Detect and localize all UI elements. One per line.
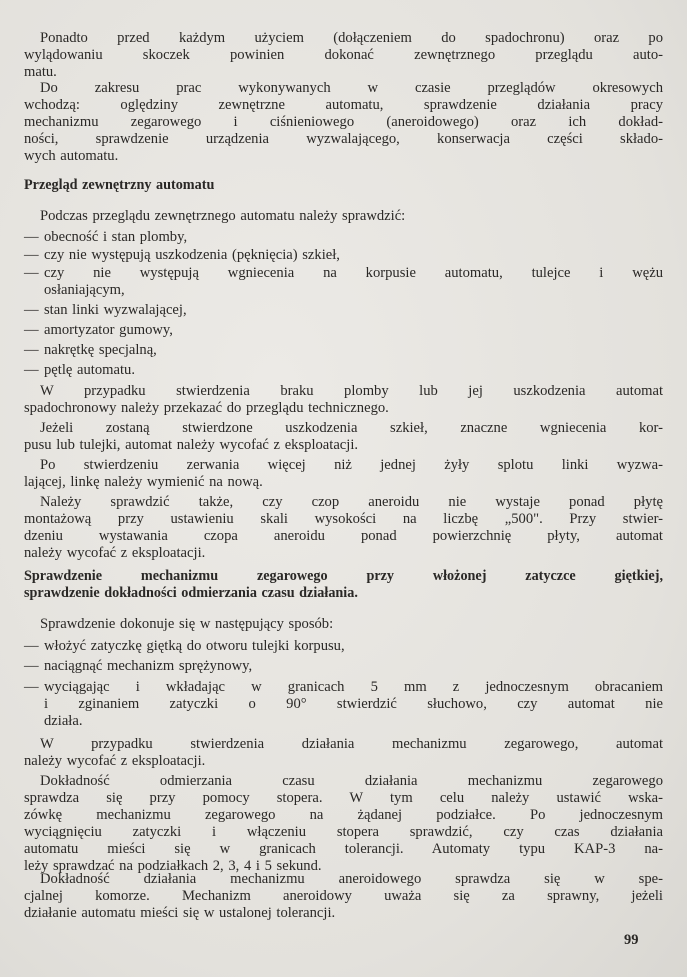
text-line: montażową przy ustawieniu skali wysokości na liczbę „500". Przy stwier- <box>24 511 663 527</box>
text-line: ności, sprawdzenie urządzenia wyzwalającego, konserwacja części składo- <box>24 131 663 147</box>
text-line: Podczas przeglądu zewnętrznego automatu należy sprawdzić: <box>40 208 406 224</box>
text-line: należy wycofać z eksploatacji. <box>24 753 206 769</box>
text-line: Dokładność odmierzania czasu działania mechanizmu zegarowego <box>40 773 663 789</box>
bullet-dash: — <box>24 229 39 245</box>
list-item <box>24 362 663 379</box>
text-line: lającej, linkę należy wymienić na nową. <box>24 474 263 490</box>
list-item <box>24 658 663 675</box>
text-line: Ponadto przed każdym użyciem (dołączeniem do spadochronu) oraz po <box>40 30 663 46</box>
text-line: spadochronowy należy przekazać do przeglądu technicznego. <box>24 400 389 416</box>
text-line: Jeżeli zostaną stwierdzone uszkodzenia szkieł, znaczne wgniecenia kor- <box>40 420 663 436</box>
text-line: Sprawdzenie dokonuje się w następujący sposób: <box>40 616 334 632</box>
paragraph <box>24 871 663 922</box>
text-line: dzeniu wystawania czopa aneroidu ponad powierzchnię płyty, automat <box>24 528 663 544</box>
list-item <box>24 679 663 730</box>
text-line: sprawdzenie dokładności odmierzania czasu działania. <box>24 585 358 601</box>
text-line: zówkę mechanizmu zegarowego na żądanej podziałce. Po jednoczesnym <box>24 807 663 823</box>
text-line: W przypadku stwierdzenia działania mechanizmu zegarowego, automat <box>40 736 663 752</box>
bullet-dash: — <box>24 638 39 654</box>
text-line: sprawdza się przy pomocy stopera. W tym celu należy ustawić wska- <box>24 790 663 806</box>
paragraph <box>24 494 663 562</box>
paragraph <box>24 773 663 875</box>
paragraph <box>24 30 663 81</box>
paragraph <box>24 616 663 633</box>
list-item <box>24 265 663 299</box>
text-line: stan linki wyzwalającej, <box>44 302 187 318</box>
text-line: leży sprawdzać na podziałkach 2, 3, 4 i 5 sekund. <box>24 858 322 874</box>
paragraph <box>24 420 663 454</box>
text-line: Przegląd zewnętrzny automatu <box>24 177 215 193</box>
bullet-dash: — <box>24 679 39 695</box>
list-item <box>24 302 663 319</box>
text-line: automatu mieści się w granicach tolerancji. Automaty typu KAP-3 na- <box>24 841 663 857</box>
paragraph <box>24 80 663 165</box>
paragraph <box>24 208 663 225</box>
text-line: działanie automatu mieści się w ustalonej tolerancji. <box>24 905 336 921</box>
section-heading <box>24 177 663 194</box>
list-item <box>24 247 663 264</box>
text-line: działa. <box>44 713 83 729</box>
page-number: 99 <box>624 932 639 948</box>
text-line: czy nie występują uszkodzenia (pęknięcia) szkieł, <box>44 247 340 263</box>
bullet-dash: — <box>24 247 39 263</box>
text-line: nakrętkę specjalną, <box>44 342 157 358</box>
paragraph <box>24 383 663 417</box>
text-line: włożyć zatyczkę giętką do otworu tulejki korpusu, <box>44 638 345 654</box>
text-line: należy wycofać z eksploatacji. <box>24 545 206 561</box>
text-line: wych automatu. <box>24 148 119 164</box>
text-line: cjalnej komorze. Mechanizm aneroidowy uważa się za sprawny, jeżeli <box>24 888 663 904</box>
text-line: matu. <box>24 64 57 80</box>
bullet-dash: — <box>24 658 39 674</box>
text-line: Sprawdzenie mechanizmu zegarowego przy włożonej zatyczce giętkiej, <box>24 568 663 584</box>
text-line: czy nie występują wgniecenia na korpusie automatu, tulejce i wężu <box>44 265 663 281</box>
text-line: mechanizmu zegarowego i ciśnieniowego (aneroidowego) oraz ich dokład- <box>24 114 663 130</box>
text-line: W przypadku stwierdzenia braku plomby lub jej uszkodzenia automat <box>40 383 663 399</box>
bullet-dash: — <box>24 342 39 358</box>
bullet-dash: — <box>24 362 39 378</box>
paragraph <box>24 736 663 770</box>
text-line: Po stwierdzeniu zerwania więcej niż jednej żyły splotu linki wyzwa- <box>40 457 663 473</box>
text-line: wchodzą: oględziny zewnętrzne automatu, sprawdzenie działania pracy <box>24 97 663 113</box>
text-line: wylądowaniu skoczek powinien dokonać zewnętrznego przeglądu auto- <box>24 47 663 63</box>
text-line: naciągnąć mechanizm sprężynowy, <box>44 658 253 674</box>
text-line: obecność i stan plomby, <box>44 229 188 245</box>
text-line: osłaniającym, <box>44 282 125 298</box>
bullet-dash: — <box>24 322 39 338</box>
bullet-dash: — <box>24 302 39 318</box>
bullet-dash: — <box>24 265 39 281</box>
list-item <box>24 638 663 655</box>
text-line: pętlę automatu. <box>44 362 135 378</box>
text-line: pusu lub tulejki, automat należy wycofać z eksploatacji. <box>24 437 359 453</box>
section-heading <box>24 568 663 602</box>
text-line: i zginaniem zatyczki o 90° stwierdzić słuchowo, czy automat nie <box>44 696 663 712</box>
text-line: Należy sprawdzić także, czy czop aneroidu nie wystaje ponad płytę <box>40 494 663 510</box>
list-item <box>24 229 663 246</box>
text-line: Do zakresu prac wykonywanych w czasie przeglądów okresowych <box>40 80 663 96</box>
list-item <box>24 342 663 359</box>
paragraph <box>24 457 663 491</box>
list-item <box>24 322 663 339</box>
text-line: Dokładność działania mechanizmu aneroidowego sprawdza się w spe- <box>40 871 663 887</box>
text-line: wyciągając i wkładając w granicach 5 mm z jednoczesnym obracaniem <box>44 679 663 695</box>
text-line: amortyzator gumowy, <box>44 322 173 338</box>
text-line: wyciągnięciu zatyczki i włączeniu stopera sprawdzić, czy czas działania <box>24 824 663 840</box>
